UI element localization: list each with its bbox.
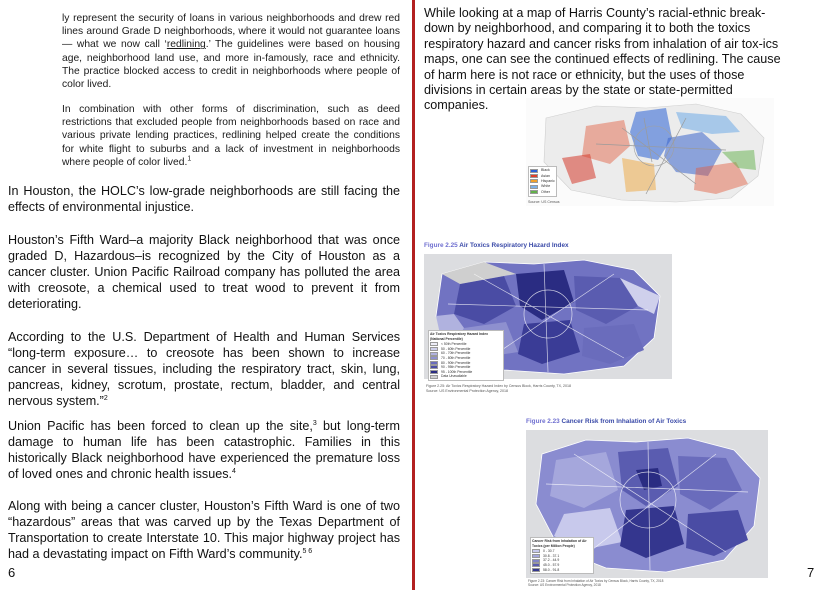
page-number-left: 6 — [8, 565, 16, 580]
resp-swatch-6 — [430, 365, 438, 369]
race-ethnicity-map — [526, 98, 774, 206]
figure-2-23-caption-line1: Figure 2.23: Cancer Risk from Inhalation of Air Toxics by Census Block, Harris County, TX, 2018 — [528, 579, 664, 583]
paragraph-interstate — [8, 498, 400, 562]
resp-legend-label-1: < 50th Percentile — [441, 342, 467, 347]
figure-2-25-caption-line2: Source: US Environmental Protection Agency, 2018 — [426, 388, 509, 393]
block-quote-redlining — [62, 12, 400, 91]
resp-legend-label-4: 70 - 80th Percentile — [441, 355, 471, 360]
figure-2-25-name: Air Toxics Respiratory Hazard Index — [459, 242, 569, 249]
quote1-after: .’ The guidelines were based on housing age, neighborhood land use, and more in-famously, race and ethnicity. The practice blocked access to credit in neighborhoods where people of color lived. — [62, 39, 400, 91]
figure-2-23-name: Cancer Risk from Inhalation of Air Toxics — [561, 418, 687, 425]
cancer-legend-label-1: 0 - 30.7 — [543, 549, 555, 554]
resp-swatch-2 — [430, 347, 438, 351]
cancer-legend-label-2: 30.8 - 37.1 — [543, 553, 560, 558]
figure-2-23-caption-line2: Source: US Environmental Protection Agency, 2018 — [528, 583, 601, 587]
swatch-black — [530, 169, 538, 173]
race-legend-row-hispanic — [530, 179, 555, 184]
cancer-swatch-2 — [532, 554, 540, 558]
cancer-legend-label-5: 58.0 - 91.8 — [543, 567, 560, 572]
footnote-ref-4: 4 — [232, 468, 236, 476]
resp-legend-label-6: 90 - 95th Percentile — [441, 365, 471, 370]
race-legend-row-other — [530, 190, 555, 195]
resp-legend-label-2: 50 - 60th Percentile — [441, 346, 471, 351]
figure-2-25-title — [424, 242, 569, 249]
page-divider — [412, 0, 415, 590]
resp-swatch-3 — [430, 352, 438, 356]
cancer-legend-label-4: 45.0 - 57.9 — [543, 562, 560, 567]
respiratory-legend — [428, 330, 504, 381]
legend-label-hispanic: Hispanic — [541, 178, 555, 183]
resp-swatch-1 — [430, 342, 438, 346]
footnote-ref-5-6: 5 6 — [302, 548, 313, 556]
resp-swatch-7 — [430, 370, 438, 374]
legend-label-asian: Asian — [541, 173, 550, 178]
paragraph-creosote — [8, 329, 400, 409]
footnote-ref-3: 3 — [312, 419, 317, 427]
resp-legend-label-7: 95 - 100th Percentile — [441, 369, 473, 374]
legend-label-black: Black — [541, 168, 550, 173]
figure-2-23-caption — [528, 579, 768, 587]
legend-label-other: Other — [541, 189, 550, 194]
quote2-text: In combination with other forms of discrimination, such as deed restrictions that excluded people from neighborhoods based on race and various private lending practices, redlining helped create the conditions for white flight to suburbs and a lack of investment in neighborhoods where people of color lived. — [62, 104, 400, 168]
resp-legend-label-8: Data Unavailable — [441, 374, 467, 379]
p4-text-a: Union Pacific has been forced to clean up the site, — [8, 419, 313, 433]
redlining-link[interactable]: redlining — [166, 39, 206, 51]
cancer-swatch-5 — [532, 568, 540, 572]
cancer-risk-legend — [530, 537, 594, 574]
cancer-swatch-4 — [532, 563, 540, 567]
resp-legend-row-8 — [430, 374, 502, 379]
block-quote-discrimination — [62, 103, 400, 169]
page-number-right: 7 — [807, 565, 814, 580]
swatch-asian — [530, 174, 538, 178]
paragraph-fifth-ward: Houston’s Fifth Ward–a majority Black neighborhood that was once graded D, Hazardous–is recognized by the City of Houston as a cancer cluster. Union Pacific Railroad company has polluted the area with creosote, a chemical used to treat wood to prevent it from deteriorating. — [8, 233, 400, 312]
footnote-ref-2: 2 — [103, 395, 108, 403]
swatch-other — [530, 190, 538, 194]
right-page — [418, 0, 814, 590]
cancer-swatch-1 — [532, 549, 540, 553]
figure-2-25-caption — [426, 384, 666, 393]
swatch-hispanic — [530, 179, 538, 183]
p4-text-b: but long-term damage to human life has been catastrophic. Families in this historically Black neighborhood have experienced the premature loss of loved ones and chronic health issues. — [8, 419, 400, 482]
figure-2-23-number: Figure 2.23 — [526, 418, 560, 425]
p5-text: Along with being a cancer cluster, Houston’s Fifth Ward is one of two “hazardous” areas that was carved up by the Texas Department of Transportation to create Interstate 10. This major highway project has had a devastating impact on Fifth Ward’s community. — [8, 499, 400, 562]
resp-swatch-8 — [430, 375, 438, 379]
resp-legend-label-3: 60 - 70th Percentile — [441, 351, 471, 356]
respiratory-legend-title: Air Toxics Respiratory Hazard Index (National Percentile) — [430, 332, 488, 341]
resp-swatch-5 — [430, 361, 438, 365]
race-map-source: Source: US Census — [528, 200, 560, 204]
resp-legend-label-5: 80 - 90th Percentile — [441, 360, 471, 365]
quote1-before: ly represent the security of loans in various neighborhoods and drew red lines around Grade D neighborhoods, where it would not guarantee loans — what we now call ‘ — [62, 13, 400, 51]
footnote-ref-1: 1 — [187, 155, 192, 163]
paragraph-harris-county-maps: While looking at a map of Harris County’s racial-ethnic break-down by neighborhood, and comparing it to both the toxics respiratory hazard and cancer risks from inhalation of air tox-ics maps, one can see the continued effects of redlining. The cause of harm here is not race or ethnicity, but the uses of those divisions in certain areas by the state or state-permitted companies. — [424, 6, 781, 113]
cancer-swatch-3 — [532, 559, 540, 563]
cancer-legend-label-3: 37.2 - 44.9 — [543, 558, 560, 563]
legend-label-white: White — [541, 184, 551, 189]
figure-2-23-title — [526, 418, 686, 425]
paragraph-cleanup — [8, 418, 400, 482]
paragraph-environmental-injustice: In Houston, the HOLC’s low-grade neighborhoods are still facing the effects of environmental injustice. — [8, 184, 400, 215]
swatch-white — [530, 185, 538, 189]
cancer-legend-title: Cancer Risk from Inhalation of Air Toxics (per Million People) — [532, 539, 587, 548]
resp-swatch-4 — [430, 356, 438, 360]
cancer-legend-row-5 — [532, 568, 592, 573]
race-map-legend — [528, 166, 557, 197]
p3-text: According to the U.S. Department of Health and Human Services “long-term exposure… to creosote has been shown to increase cancer in several tissues, including the respiratory tract, skin, lung, pancreas, kidney, scrotum, prostate, rectum, bladder, and central nervous system.” — [8, 330, 400, 409]
figure-2-25-caption-line1: Figure 2.25: Air Toxics Respiratory Hazard Index by Census Block, Harris County, TX, 2018 — [426, 384, 572, 388]
figure-2-25-number: Figure 2.25 — [424, 242, 458, 249]
